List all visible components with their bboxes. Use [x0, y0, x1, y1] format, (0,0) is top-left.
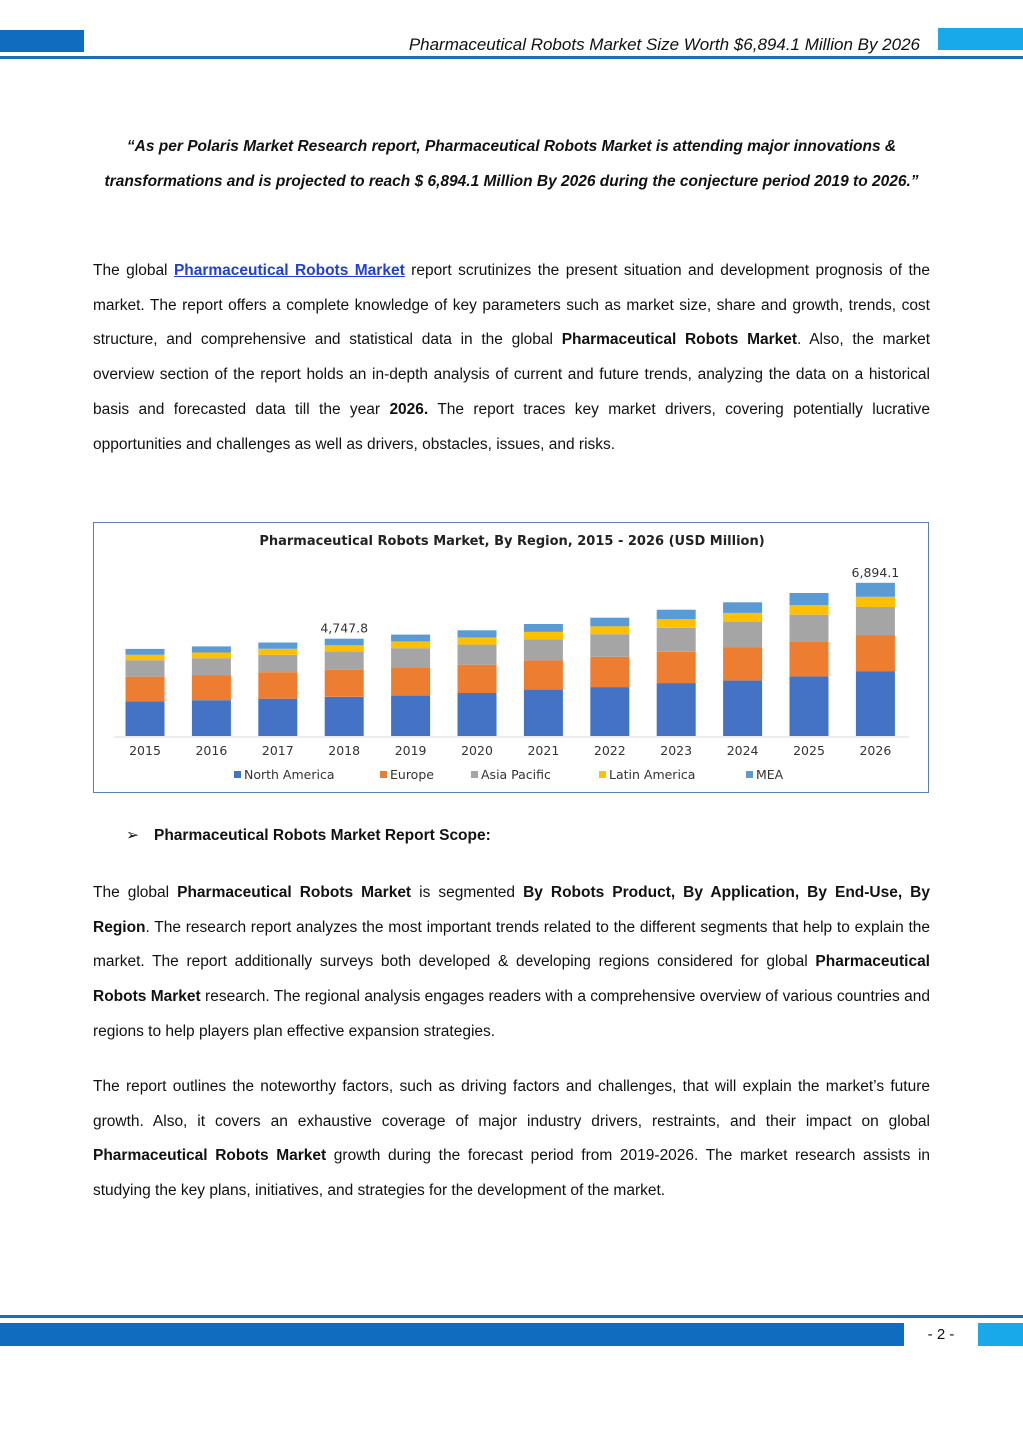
bar-segment-europe-2020 [458, 665, 497, 693]
bold-market-name: Pharmaceutical Robots Market [93, 1147, 327, 1165]
text-run: The global [93, 884, 178, 901]
bar-segment-mea-2020 [458, 630, 497, 637]
bar-segment-europe-2019 [391, 667, 430, 695]
header-rule [0, 56, 1023, 59]
bar-segment-north-america-2015 [126, 701, 165, 736]
x-tick-label: 2022 [593, 743, 626, 758]
bar-segment-asia-pacific-2019 [391, 648, 430, 667]
bar-segment-asia-pacific-2024 [723, 622, 762, 648]
bar-segment-latin-america-2020 [458, 638, 497, 645]
bar-segment-mea-2022 [590, 618, 629, 627]
bar-segment-mea-2021 [524, 624, 563, 632]
legend-label: Europe [390, 767, 434, 782]
footer-rule [0, 1315, 1023, 1318]
chart-title: Pharmaceutical Robots Market, By Region, 2015 - 2026 (USD Million) [259, 534, 765, 549]
legend-swatch [234, 771, 241, 778]
text-run: report scrutinizes the present situation and development prognosis of the market. The report offers a complete knowledge of key parameters such as market size, share and growth, trends, cost structure, and comprehensive and statistical data in the global [93, 262, 930, 349]
bar-segment-north-america-2021 [524, 690, 563, 736]
market-report-link[interactable]: Pharmaceutical Robots Market [173, 262, 405, 279]
bar-segment-latin-america-2019 [391, 641, 430, 648]
bar-segment-mea-2019 [391, 635, 430, 642]
bar-segment-latin-america-2022 [590, 626, 629, 634]
arrow-bullet-icon: ➢ [126, 827, 139, 844]
bar-segment-europe-2017 [258, 672, 297, 699]
text-run: . The research report analyzes the most important trends related to the different segments that help to explain the market. The report additionally surveys both developed & developing regions considered for global [93, 918, 930, 971]
text-run: The global [93, 262, 174, 279]
header-accent-left [0, 30, 84, 52]
x-tick-label: 2015 [129, 743, 161, 758]
bar-segment-latin-america-2025 [790, 605, 829, 615]
bar-segment-north-america-2019 [391, 695, 430, 736]
bar-segment-north-america-2020 [458, 693, 497, 736]
x-tick-label: 2021 [527, 743, 560, 758]
page-header-title: Pharmaceutical Robots Market Size Worth $6,894.1 Million By 2026 [408, 35, 920, 54]
legend-label: North America [244, 767, 335, 782]
scope-heading [126, 826, 491, 845]
data-label-2026: 6,894.1 [851, 564, 900, 580]
bar-segment-north-america-2022 [590, 687, 629, 736]
bar-segment-north-america-2024 [723, 681, 762, 736]
bar-segment-asia-pacific-2026 [856, 607, 895, 636]
paragraph-overview [93, 254, 930, 462]
legend-swatch [746, 771, 753, 778]
region-stacked-bar-chart [93, 522, 929, 793]
x-tick-labels [129, 743, 891, 758]
bold-year: 2026. [389, 400, 429, 418]
header-accent-right [938, 28, 1023, 50]
bold-market-name: Pharmaceutical Robots Market [561, 331, 798, 349]
footer-accent-right [978, 1323, 1023, 1346]
bar-segment-europe-2022 [590, 657, 629, 687]
legend-swatch [380, 771, 387, 778]
paragraph-drivers [93, 1070, 930, 1209]
intro-quote: “As per Polaris Market Research report, Pharmaceutical Robots Market is attending major innovations & transformations and is projected to reach $ 6,894.1 Million By 2026 during the conjecture period 2019 to 2026.” [104, 138, 919, 190]
x-tick-label: 2020 [461, 743, 493, 758]
bar-segment-latin-america-2017 [258, 649, 297, 655]
legend-label: Latin America [609, 767, 696, 782]
x-tick-label: 2026 [859, 743, 892, 758]
chart-canvas [94, 523, 928, 792]
text-run: The report outlines the noteworthy factors, such as driving factors and challenges, that will explain the market’s future growth. Also, it covers an exhaustive coverage of major industry drivers, restraints, and their impact on global [93, 1078, 930, 1130]
bar-segment-europe-2025 [790, 642, 829, 677]
bar-segment-north-america-2023 [657, 683, 696, 736]
data-label-2018: 4,747.8 [320, 620, 369, 636]
footer-bar [0, 1323, 904, 1346]
bar-segment-latin-america-2016 [192, 653, 231, 659]
bar-segment-asia-pacific-2023 [657, 628, 696, 652]
bar-segment-mea-2015 [126, 649, 165, 655]
bar-segment-asia-pacific-2025 [790, 615, 829, 642]
bar-segment-europe-2021 [524, 660, 563, 689]
legend-label: Asia Pacific [481, 767, 551, 782]
bar-segment-asia-pacific-2020 [458, 645, 497, 665]
bar-segment-europe-2015 [126, 677, 165, 702]
bar-segment-mea-2025 [790, 593, 829, 605]
bar-segment-mea-2026 [856, 583, 895, 597]
x-tick-label: 2016 [195, 743, 228, 758]
bars-group [126, 583, 895, 736]
bar-segment-latin-america-2015 [126, 655, 165, 660]
text-run: is segmented [411, 884, 524, 901]
bar-segment-mea-2024 [723, 602, 762, 613]
bar-segment-latin-america-2021 [524, 632, 563, 640]
text-run: The report traces key market drivers, covering potentially lucrative opportunities and challenges as well as drivers, obstacles, issues, and risks. [93, 400, 930, 453]
bar-segment-latin-america-2018 [325, 645, 364, 651]
bar-segment-mea-2017 [258, 643, 297, 649]
text-run: growth during the forecast period from 2019-2026. The market research assists in studying the key plans, initiatives, and strategies for the development of the market. [93, 1147, 931, 1200]
chart-legend [234, 767, 784, 782]
bar-segment-asia-pacific-2022 [590, 634, 629, 657]
bar-segment-mea-2016 [192, 646, 231, 652]
bar-segment-mea-2023 [657, 610, 696, 620]
bar-segment-latin-america-2024 [723, 613, 762, 622]
bar-segment-north-america-2017 [258, 699, 297, 736]
x-tick-label: 2023 [660, 743, 693, 758]
scope-heading-text: Pharmaceutical Robots Market Report Scope: [154, 827, 491, 844]
bar-segment-europe-2024 [723, 648, 762, 681]
x-tick-label: 2017 [261, 743, 294, 758]
bar-segment-europe-2018 [325, 670, 364, 697]
bar-segment-asia-pacific-2018 [325, 652, 364, 670]
page-number: - 2 - [927, 1326, 955, 1343]
x-tick-label: 2024 [726, 743, 759, 758]
bar-segment-mea-2018 [325, 639, 364, 646]
bar-segment-asia-pacific-2021 [524, 639, 563, 660]
x-tick-label: 2025 [793, 743, 825, 758]
legend-label: MEA [756, 767, 784, 782]
text-run: research. The regional analysis engages readers with a comprehensive overview of various countries and regions to help players plan effective expansion strategies. [93, 988, 930, 1040]
bar-segment-north-america-2025 [790, 677, 829, 737]
bar-segment-europe-2016 [192, 675, 231, 700]
bar-segment-north-america-2026 [856, 672, 895, 737]
text-run: . Also, the market overview section of the report holds an in-depth analysis of current and future trends, analyzing the data on a historical basis and forecasted data till the year [93, 331, 930, 418]
bar-segment-europe-2023 [657, 652, 696, 683]
bold-segments: By Robots Product, By Application, By End-Use, By Region [93, 884, 930, 936]
bar-segment-asia-pacific-2017 [258, 655, 297, 672]
bold-market-name: Pharmaceutical Robots Market [93, 953, 930, 1006]
x-tick-label: 2018 [328, 743, 361, 758]
x-tick-label: 2019 [394, 743, 427, 758]
bar-segment-latin-america-2023 [657, 619, 696, 628]
bar-segment-north-america-2018 [325, 697, 364, 736]
legend-swatch [599, 771, 606, 778]
legend-swatch [471, 771, 478, 778]
bar-segment-asia-pacific-2016 [192, 658, 231, 675]
paragraph-segmentation [93, 876, 930, 1050]
bar-segment-north-america-2016 [192, 700, 231, 736]
bold-market-name: Pharmaceutical Robots Market [177, 884, 412, 901]
bar-segment-latin-america-2026 [856, 597, 895, 607]
bar-segment-asia-pacific-2015 [126, 660, 165, 677]
bar-segment-europe-2026 [856, 636, 895, 672]
